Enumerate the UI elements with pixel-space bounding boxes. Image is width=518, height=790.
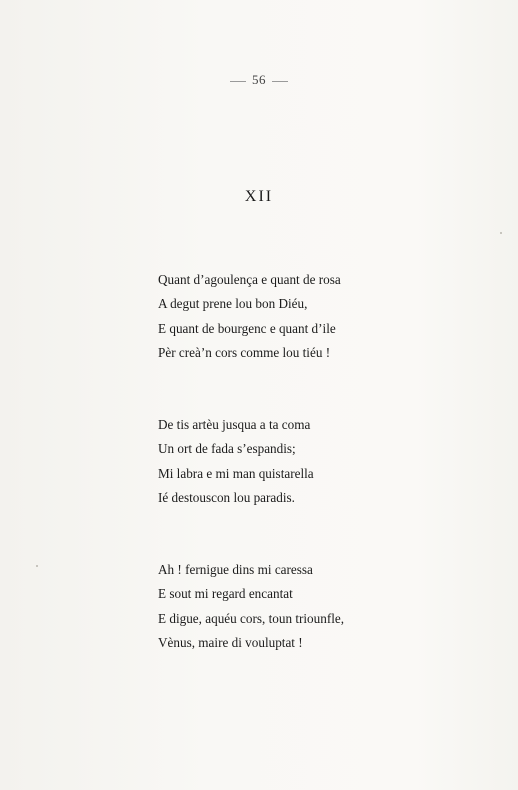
page-number-text: 56 — [252, 72, 266, 87]
stanza-1 — [158, 268, 341, 365]
verse-line: E sout mi regard encantat — [158, 586, 293, 602]
stanza-2 — [158, 413, 314, 510]
verse-line: E quant de bourgenc e quant d’ile — [158, 320, 336, 336]
paper-speck — [36, 565, 38, 567]
verse-line: Pèr creà’n cors comme lou tiéu ! — [158, 344, 331, 360]
poem-title: XII — [244, 188, 274, 205]
folio-dash-right — [272, 81, 288, 82]
paper-speck — [500, 232, 502, 234]
verse-line: Quant d’agoulença e quant de rosa — [158, 272, 341, 287]
page-number — [0, 72, 518, 88]
verse-line: Ah ! fernigue dins mi caressa — [158, 562, 313, 577]
verse-line: Mi labra e mi man quistarella — [158, 465, 314, 481]
folio-dash-left — [230, 81, 246, 82]
verse-line: Un ort de fada s’espandis; — [158, 441, 296, 457]
verse-line: Vènus, maire di vouluptat ! — [158, 634, 303, 650]
stanza-3 — [158, 558, 344, 655]
verse-line: De tis artèu jusqua a ta coma — [158, 417, 311, 432]
verse-line: E digue, aquéu cors, toun triounfle, — [158, 610, 345, 626]
verse-line: Ié destouscon lou paradis. — [158, 489, 295, 505]
verse-line: A degut prene lou bon Diéu, — [158, 296, 308, 312]
